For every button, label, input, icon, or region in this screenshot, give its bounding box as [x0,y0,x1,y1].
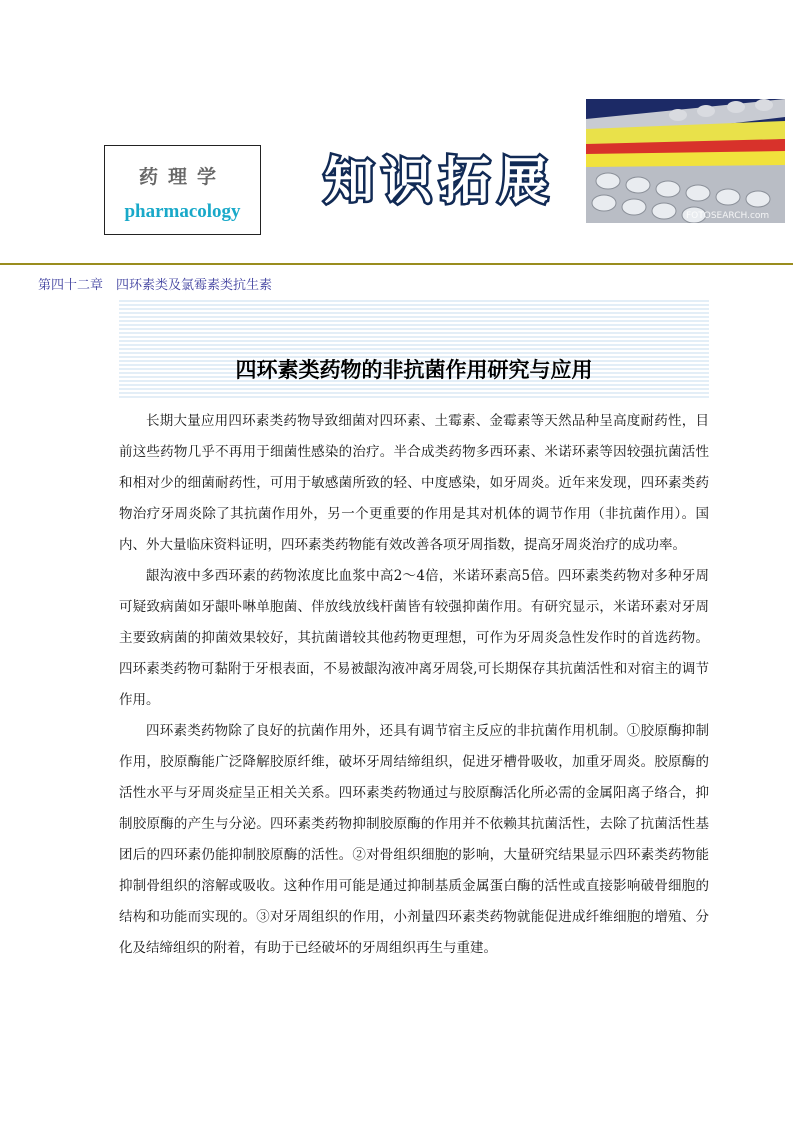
article-body [119,406,709,964]
logo-english-title: pharmacology [124,201,241,222]
header-divider [0,263,793,265]
photo-watermark: FOTOSEARCH.com [686,211,770,221]
knowledge-extension-banner: 知识拓展 [324,152,556,210]
pills-photo [586,99,785,223]
article-title: 四环素类药物的非抗菌作用研究与应用 [235,358,593,382]
paragraph: 龈沟液中多西环素的药物浓度比血浆中高2～4倍，米诺环素高5倍。四环素类药物对多种牙周可疑致病菌如牙龈卟啉单胞菌、伴放线放线杆菌皆有较强抑菌作用。有研究显示，米诺环素对牙周主要致病菌的抑菌效果较好，其抗菌谱较其他药物更理想，可作为牙周炎急性发作时的首选药物。四环素类药物可黏附于牙根表面，不易被龈沟液冲离牙周袋,可长期保存其抗菌活性和对宿主的调节作用。 [119,568,709,708]
paragraph: 四环素类药物除了良好的抗菌作用外，还具有调节宿主反应的非抗菌作用机制。①胶原酶抑制作用，胶原酶能广泛降解胶原纤维，破坏牙周结缔组织，促进牙槽骨吸收，加重牙周炎。胶原酶的活性水平与牙周炎症呈正相关关系。四环素类药物通过与胶原酶活化所必需的金属阳离子络合，抑制胶原酶的产生与分泌。四环素类药物抑制胶原酶的作用并不依赖其抗菌活性，去除了抗菌活性基团后的四环素仍能抑制胶原酶的活性。②对骨组织细胞的影响，大量研究结果显示四环素类药物能抑制骨组织的溶解或吸收。这种作用可能是通过抑制基质金属蛋白酶的活性或直接影响破骨细胞的结构和功能而实现的。③对牙周组织的作用，小剂量四环素类药物就能促进成纤维细胞的增殖、分化及结缔组织的附着，有助于已经破坏的牙周组织再生与重建。 [119,723,709,956]
logo-box [104,145,261,235]
logo-chinese-title: 药理学 [138,166,226,188]
paragraph: 长期大量应用四环素类药物导致细菌对四环素、土霉素、金霉素等天然品种呈高度耐药性，目前这些药物几乎不再用于细菌性感染的治疗。半合成类药物多西环素、米诺环素等因较强抗菌活性和相对少的细菌耐药性，可用于敏感菌所致的轻、中度感染，如牙周炎。近年来发现，四环素类药物治疗牙周炎除了其抗菌作用外，另一个更重要的作用是其对机体的调节作用（非抗菌作用）。国内、外大量临床资料证明，四环素类药物能有效改善各项牙周指数，提高牙周炎治疗的成功率。 [119,413,709,553]
chapter-heading: 第四十二章 四环素类及氯霉素类抗生素 [38,278,273,293]
